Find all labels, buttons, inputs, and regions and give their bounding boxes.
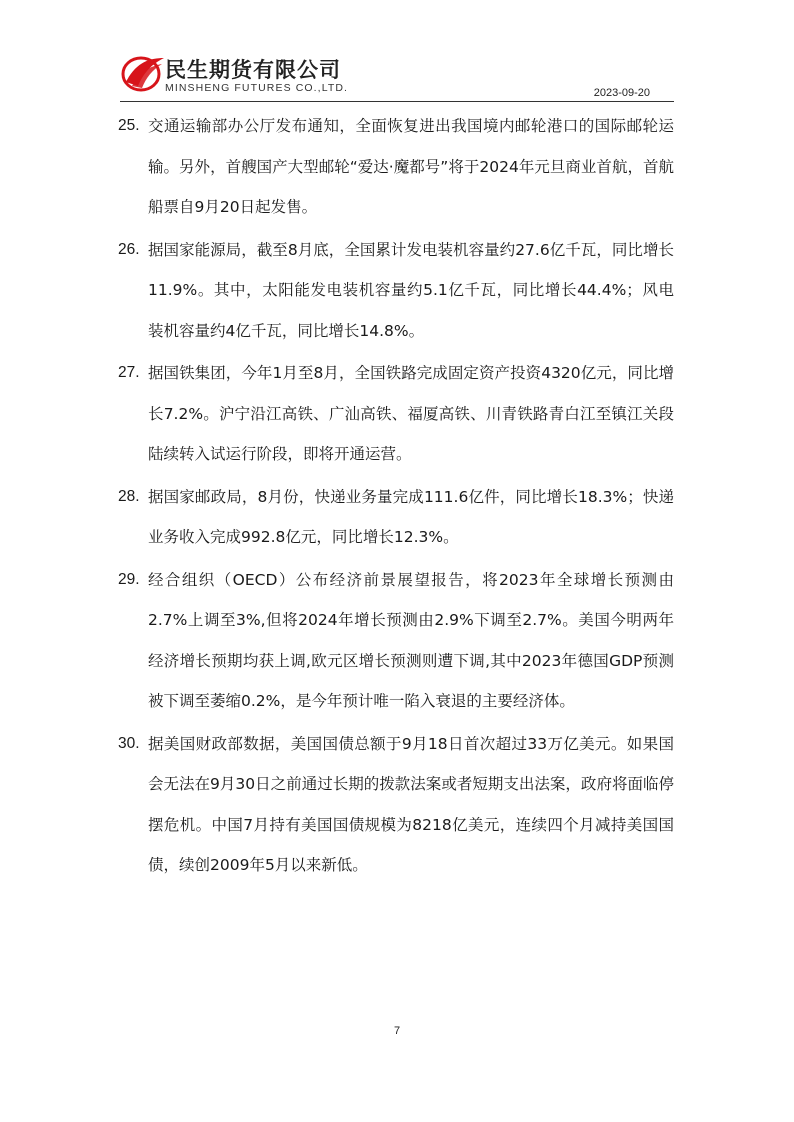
- company-name-cn: 民生期货有限公司: [165, 58, 341, 82]
- item-text: 据美国财政部数据，美国国债总额于9月18日首次超过33万亿美元。如果国会无法在9月30日之前通过长期的拨款法案或者短期支出法案，政府将面临停摆危机。中国7月持有美国国债规模为8218亿美元，连续四个月减持美国国债，续创2009年5月以来新低。: [148, 734, 674, 874]
- news-item: [118, 106, 674, 228]
- item-text: 据国家邮政局，8月份，快递业务量完成111.6亿件，同比增长18.3%；快递业务收入完成992.8亿元，同比增长12.3%。: [148, 487, 674, 546]
- item-text: 经合组织（OECD）公布经济前景展望报告，将2023年全球增长预测由2.7%上调至3%,但将2024年增长预测由2.9%下调至2.7%。美国今明两年经济增长预期均获上调,欧元区增长预测则遭下调,其中2023年德国GDP预测被下调至萎缩0.2%，是今年预计唯一陷入衰退的主要经济体。: [148, 570, 674, 710]
- news-item: [118, 477, 674, 558]
- item-text: 据国铁集团，今年1月至8月，全国铁路完成固定资产投资4320亿元，同比增长7.2%。沪宁沿江高铁、广汕高铁、福厦高铁、川青铁路青白江至镇江关段陆续转入试运行阶段，即将开通运营。: [148, 364, 674, 463]
- page-number: 7: [393, 1025, 401, 1037]
- item-text: 交通运输部办公厅发布通知，全面恢复进出我国境内邮轮港口的国际邮轮运输。另外，首艘国产大型邮轮“爱达·魔都号”将于2024年元旦商业首航，首航船票自9月20日起发售。: [148, 117, 674, 216]
- company-name-en: MINSHENG FUTURES CO.,LTD.: [165, 82, 349, 94]
- news-item: [118, 724, 674, 886]
- item-number: 26.: [118, 240, 140, 258]
- item-number: 27.: [118, 364, 140, 381]
- item-number: 28.: [118, 487, 140, 505]
- page-header: [120, 52, 680, 104]
- item-number: 25.: [118, 117, 140, 134]
- news-item: [118, 560, 674, 722]
- item-number: 30.: [118, 734, 140, 752]
- news-item: [118, 230, 674, 352]
- news-list: [118, 106, 674, 888]
- header-divider: [120, 101, 674, 102]
- report-date: 2023-09-20: [593, 87, 650, 99]
- news-item: [118, 353, 674, 475]
- item-text: 据国家能源局，截至8月底，全国累计发电装机容量约27.6亿千瓦，同比增长11.9%。其中，太阳能发电装机容量约5.1亿千瓦，同比增长44.4%；风电装机容量约4亿千瓦，同比增长14.8%。: [148, 240, 674, 340]
- item-number: 29.: [118, 570, 140, 588]
- minsheng-logo-icon: [120, 52, 166, 94]
